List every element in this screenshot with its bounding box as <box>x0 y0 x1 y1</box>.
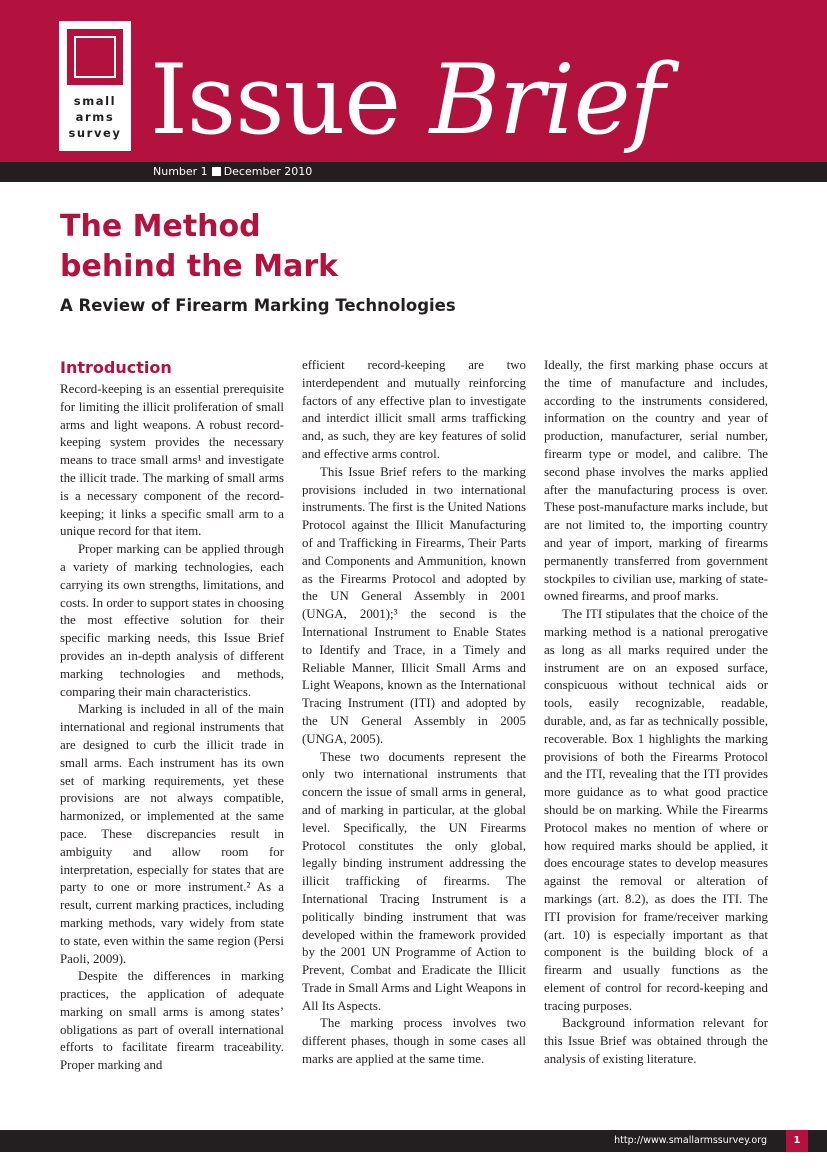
article-title-line2: behind the Mark <box>60 249 339 284</box>
publication-title-word1: Issue <box>150 44 401 156</box>
logo-line: survey <box>68 126 122 140</box>
paragraph: Ideally, the first marking phase occurs at the time of manufacture and includes, according to the instruments considered, information on the country and year of production, manufacturer, serial number, firearm type or model, and calibre. The second phase involves the marks applied after the manufacturing process is over. These post-manufacture marks include, but are not limited to, the importing country and year of import, marking of firearms permanently transferred from government stockpiles to civilian use, marking of state-owned firearms, and proof marks. <box>544 358 768 604</box>
issue-date: December 2010 <box>223 165 313 178</box>
paragraph: The ITI stipulates that the choice of the marking method is a national prerogative as long as all marks required under the instrument are on an exposed surface, conspicuous without technical aids or tools, easily recognizable, readable, durable, and, as far as technically possible, recoverable. Box 1 highlights the marking provisions of both the Firearms Protocol and the ITI, revealing that the ITI provides more guidance as to what good practice should be on marking. While the Firearms Protocol makes no mention of where or how required marks should be applied, it does encourage states to develop measures against the removal or alteration of markings (art. 8.2), as does the ITI. The ITI provision for frame/receiver marking (art. 10) is especially important as that component is the building block of a firearm and usually functions as the element of control for record-keeping and tracing purposes. <box>544 607 768 1013</box>
text-column-2 <box>302 357 526 1069</box>
paragraph: The marking process involves two different phases, though in some cases all marks are applied at the same time. <box>302 1016 526 1067</box>
small-arms-survey-logo <box>59 21 131 151</box>
paragraph: Background information relevant for this Issue Brief was obtained through the analysis of existing literature. <box>544 1016 768 1067</box>
paragraph: These two documents represent the only two international instruments that concern the issue of small arms in general, and of marking in particular, at the global level. Specifically, the UN Firearms Protocol constitutes the only global, legally binding instrument addressing the illicit trafficking of firearms. The International Tracing Instrument is a politically binding instrument that was developed within the framework provided by the 2001 UN Programme of Action to Prevent, Combat and Eradicate the Illicit Trade in Small Arms and Light Weapons in All Its Aspects. <box>302 749 526 1013</box>
logo-line: small <box>73 94 117 108</box>
text-column-1 <box>60 357 284 1075</box>
text-column-3 <box>544 357 768 1069</box>
section-heading: Introduction <box>60 358 172 377</box>
page-footer <box>0 1130 827 1152</box>
logo-line: arms <box>75 110 115 124</box>
logo-text <box>59 93 131 141</box>
publication-title-word2: Brief <box>429 44 665 156</box>
paragraph: Proper marking can be applied through a variety of marking technologies, each carrying its own strengths, limitations, and costs. In order to support states in choosing the most effective solution for their specific marking needs, this Issue Brief provides an in-depth analysis of different marking technologies and methods, comparing their main characteristics. <box>60 542 284 699</box>
paragraph: Despite the differences in marking practices, the application of adequate marking on small arms is among states’ obligations as part of overall international efforts to facilitate firearm traceability. Proper marking and <box>60 969 284 1073</box>
paragraph: Marking is included in all of the main international and regional instruments that are designed to curb the illicit trade in small arms. Each instrument has its own set of marking requirements, yet these provisions are not always compatible, harmonized, or implemented at the same pace. These discrepancies result in ambiguity and allow room for interpretation, especially for states that are party to one or more instrument.² As a result, current marking practices, including marking methods, vary widely from state to state, even within the same region (Persi Paoli, 2009). <box>60 702 284 966</box>
article-subtitle: A Review of Firearm Marking Technologies <box>60 296 456 315</box>
paragraph: efficient record-keeping are two interdependent and mutually reinforcing factors of any effective plan to investigate and interdict illicit small arms trafficking and, as such, they are key features of solid and effective arms control. <box>302 358 526 461</box>
publication-title <box>150 40 664 160</box>
separator-square-icon <box>212 167 221 176</box>
article-title-line1: The Method <box>60 209 261 244</box>
article-title <box>60 207 338 287</box>
website-link[interactable]: http://www.smallarmssurvey.org <box>614 1135 767 1146</box>
header-banner <box>0 0 827 162</box>
logo-emblem-icon <box>67 29 123 85</box>
paragraph: This Issue Brief refers to the marking provisions included in two international instruments. The first is the United Nations Protocol against the Illicit Manufacturing of and Trafficking in Firearms, Their Parts and Components and Ammunition, known as the Firearms Protocol and adopted by the UN General Assembly in 2001 (UNGA, 2001);³ the second is the International Instrument to Enable States to Identify and Trace, in a Timely and Reliable Manner, Illicit Small Arms and Light Weapons, known as the International Tracing Instrument (ITI) and adopted by the UN General Assembly in 2005 (UNGA, 2005). <box>302 464 526 746</box>
issue-number: Number 1 <box>153 165 208 178</box>
issue-info-band <box>0 162 827 182</box>
page-number: 1 <box>786 1130 808 1152</box>
paragraph: Record-keeping is an essential prerequisite for limiting the illicit proliferation of small arms and light weapons. A robust record-keeping system provides the necessary means to trace small arms¹ and investigate the illicit trade. The marking of small arms is a necessary component of the record-keeping; it links a specific small arm to a unique record for that item. <box>60 382 284 539</box>
